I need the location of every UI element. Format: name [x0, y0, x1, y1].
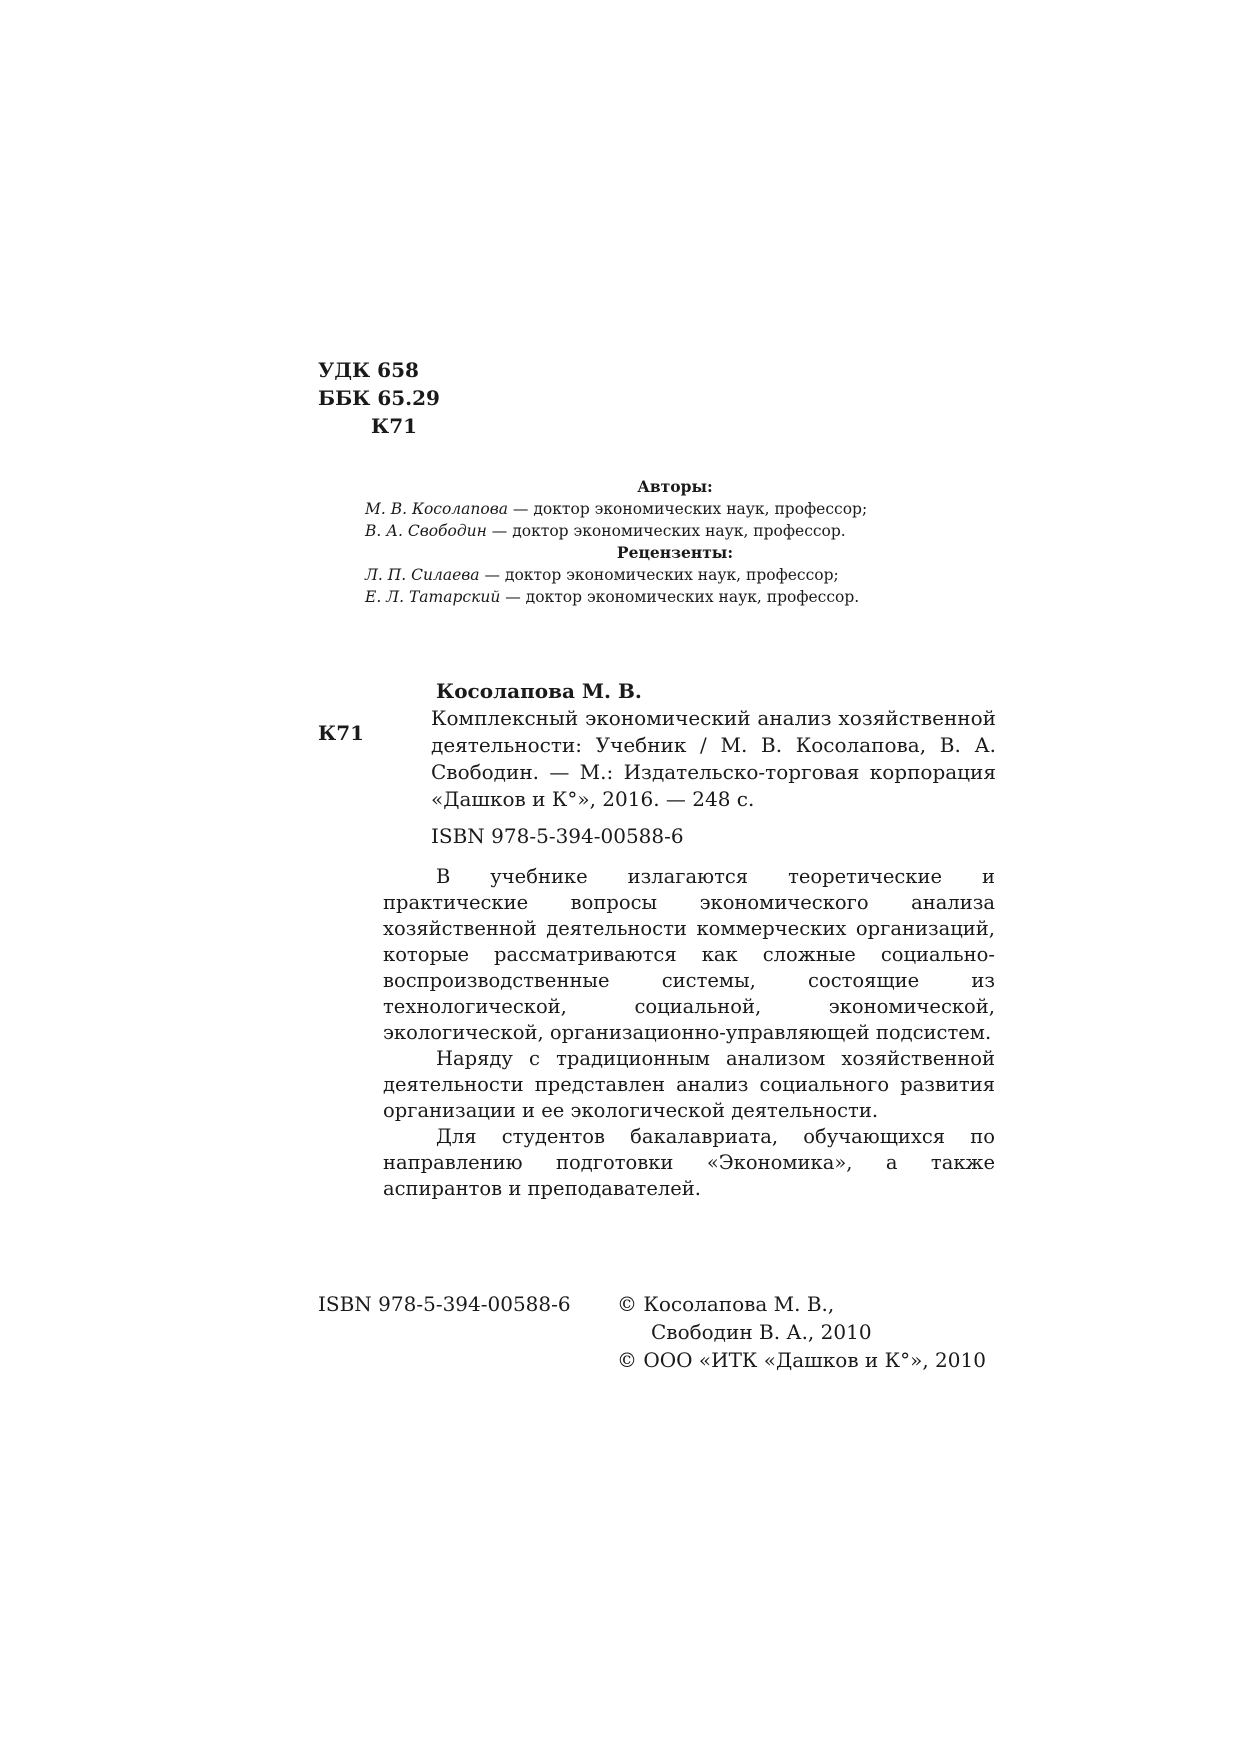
reviewer-line — [365, 586, 985, 608]
reviewer-name: Л. П. Силаева — [365, 566, 480, 584]
reviewer-desc: — доктор экономических наук, профессор. — [500, 588, 860, 606]
reviewers-heading: Рецензенты: — [616, 543, 734, 562]
author-mark: К71 — [371, 414, 418, 438]
reviewer-name: Е. Л. Татарский — [365, 588, 501, 606]
author-line — [365, 520, 985, 542]
reviewer-line — [365, 564, 985, 586]
authors-heading: Авторы: — [637, 477, 713, 496]
entry-side-mark: К71 — [318, 721, 365, 745]
author-name: М. В. Косолапова — [365, 500, 508, 518]
author-desc: — доктор экономических наук, профессор; — [508, 500, 868, 518]
classification-block — [318, 356, 440, 440]
copyright-authors: © Косолапова М. В., — [617, 1292, 835, 1316]
bbk-code: ББК 65.29 — [318, 386, 440, 410]
abstract-paragraph: В учебнике излагаются теоретические и практические вопросы экономического анализа хозяйственной деятельности коммерческих организаций, которые рассматриваются как сложные социально-воспроизводственные системы, состоящие из технологической, социальной, экономической, экологической, организационно-управляющей подсистем. — [383, 865, 995, 1044]
bibliographic-entry — [431, 678, 996, 850]
abstract-paragraph: Для студентов бакалавриата, обучающихся по направлению подготовки «Экономика», а также аспирантов и преподавателей. — [383, 1125, 995, 1200]
copyright-publisher: © ООО «ИТК «Дашков и К°», 2010 — [617, 1348, 986, 1372]
copyright-block — [617, 1290, 986, 1374]
reviewer-desc: — доктор экономических наук, профессор; — [479, 566, 839, 584]
footer-isbn: ISBN 978-5-394-00588-6 — [318, 1292, 571, 1316]
author-line — [365, 498, 985, 520]
entry-reference — [431, 705, 996, 813]
udk-code: УДК 658 — [318, 358, 419, 382]
author-desc: — доктор экономических наук, профессор. — [486, 522, 846, 540]
abstract-block — [383, 864, 995, 1202]
abstract-paragraph: Наряду с традиционным анализом хозяйственной деятельности представлен анализ социального развития организации и ее экологической деятельности. — [383, 1047, 995, 1122]
entry-reference-text: Комплексный экономический анализ хозяйственной деятельности: Учебник / М. В. Косолапова, В. А. Свободин. — М.: Издательско-торговая корпорация «Дашков и К°», 2016. — 248 с. — [431, 706, 996, 811]
copyright-authors-cont: Свободин В. А., 2010 — [651, 1320, 872, 1344]
entry-isbn: ISBN 978-5-394-00588-6 — [431, 824, 684, 848]
entry-author: Косолапова М. В. — [436, 679, 642, 703]
credits-block — [365, 476, 985, 608]
author-name: В. А. Свободин — [365, 522, 487, 540]
